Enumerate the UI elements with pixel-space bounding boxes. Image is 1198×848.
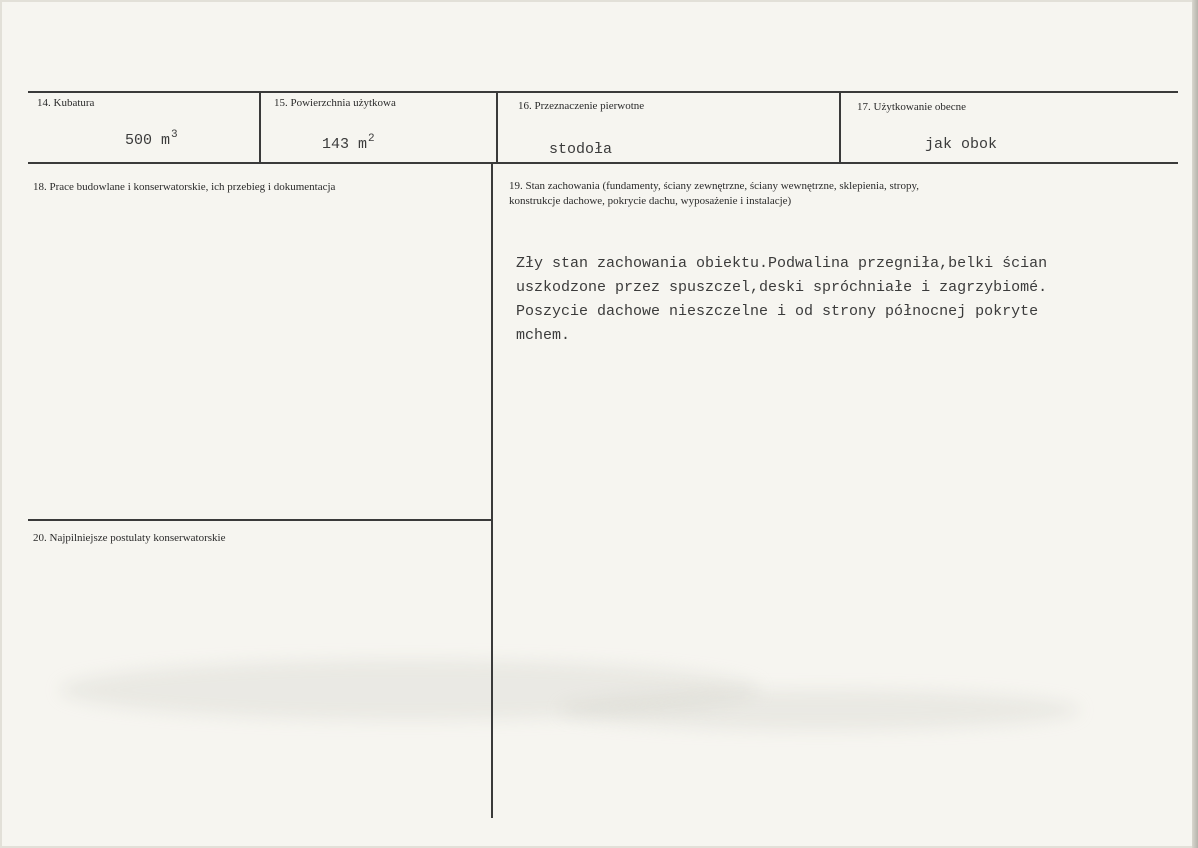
col-divider [259, 91, 261, 163]
field-15-label: 15. Powierzchnia użytkowa [274, 97, 396, 109]
powierzchnia-unit-superscript: 2 [368, 133, 375, 145]
field-15-value [322, 133, 375, 153]
main-divider [491, 163, 493, 818]
col-divider [839, 91, 841, 163]
field-16-label: 16. Przeznaczenie pierwotne [518, 100, 645, 112]
condition-line-1: Zły stan zachowania obiektu.Podwalina przegniła,belki ścian [516, 255, 1048, 272]
kubatura-unit-superscript: 3 [171, 129, 178, 141]
field-19-label-line1: 19. Stan zachowania (fundamenty, ściany zewnętrzne, ściany wewnętrzne, sklepienia, stropy, [509, 180, 920, 192]
section-rule [28, 519, 492, 521]
kubatura-value: 500 m [125, 132, 171, 149]
powierzchnia-value: 143 m [322, 136, 368, 153]
field-19-label-line2: konstrukcje dachowe, pokrycie dachu, wyposażenie i instalacje) [509, 195, 792, 207]
field-18-label: 18. Prace budowlane i konserwatorskie, ich przebieg i dokumentacja [33, 181, 336, 193]
condition-line-2: uszkodzone przez spuszczel,deski spróchniałe i zagrzybiomé. [516, 279, 1048, 296]
condition-line-3: Poszycie dachowe nieszczelne i od strony północnej pokryte [516, 303, 1039, 320]
field-14-value [125, 129, 178, 149]
row-rule [28, 162, 1178, 164]
paper-smudge [560, 690, 1080, 730]
field-14-label: 14. Kubatura [37, 97, 95, 109]
field-16-value: stodoła [549, 141, 613, 158]
condition-line-4: mchem. [516, 327, 571, 344]
field-20-label: 20. Najpilniejsze postulaty konserwatorskie [33, 532, 226, 544]
top-rule [28, 91, 1178, 93]
col-divider [496, 91, 498, 163]
condition-text [516, 252, 1047, 348]
field-17-label: 17. Użytkowanie obecne [857, 101, 967, 113]
field-17-value: jak obok [925, 136, 998, 153]
card-edge [1192, 0, 1198, 848]
